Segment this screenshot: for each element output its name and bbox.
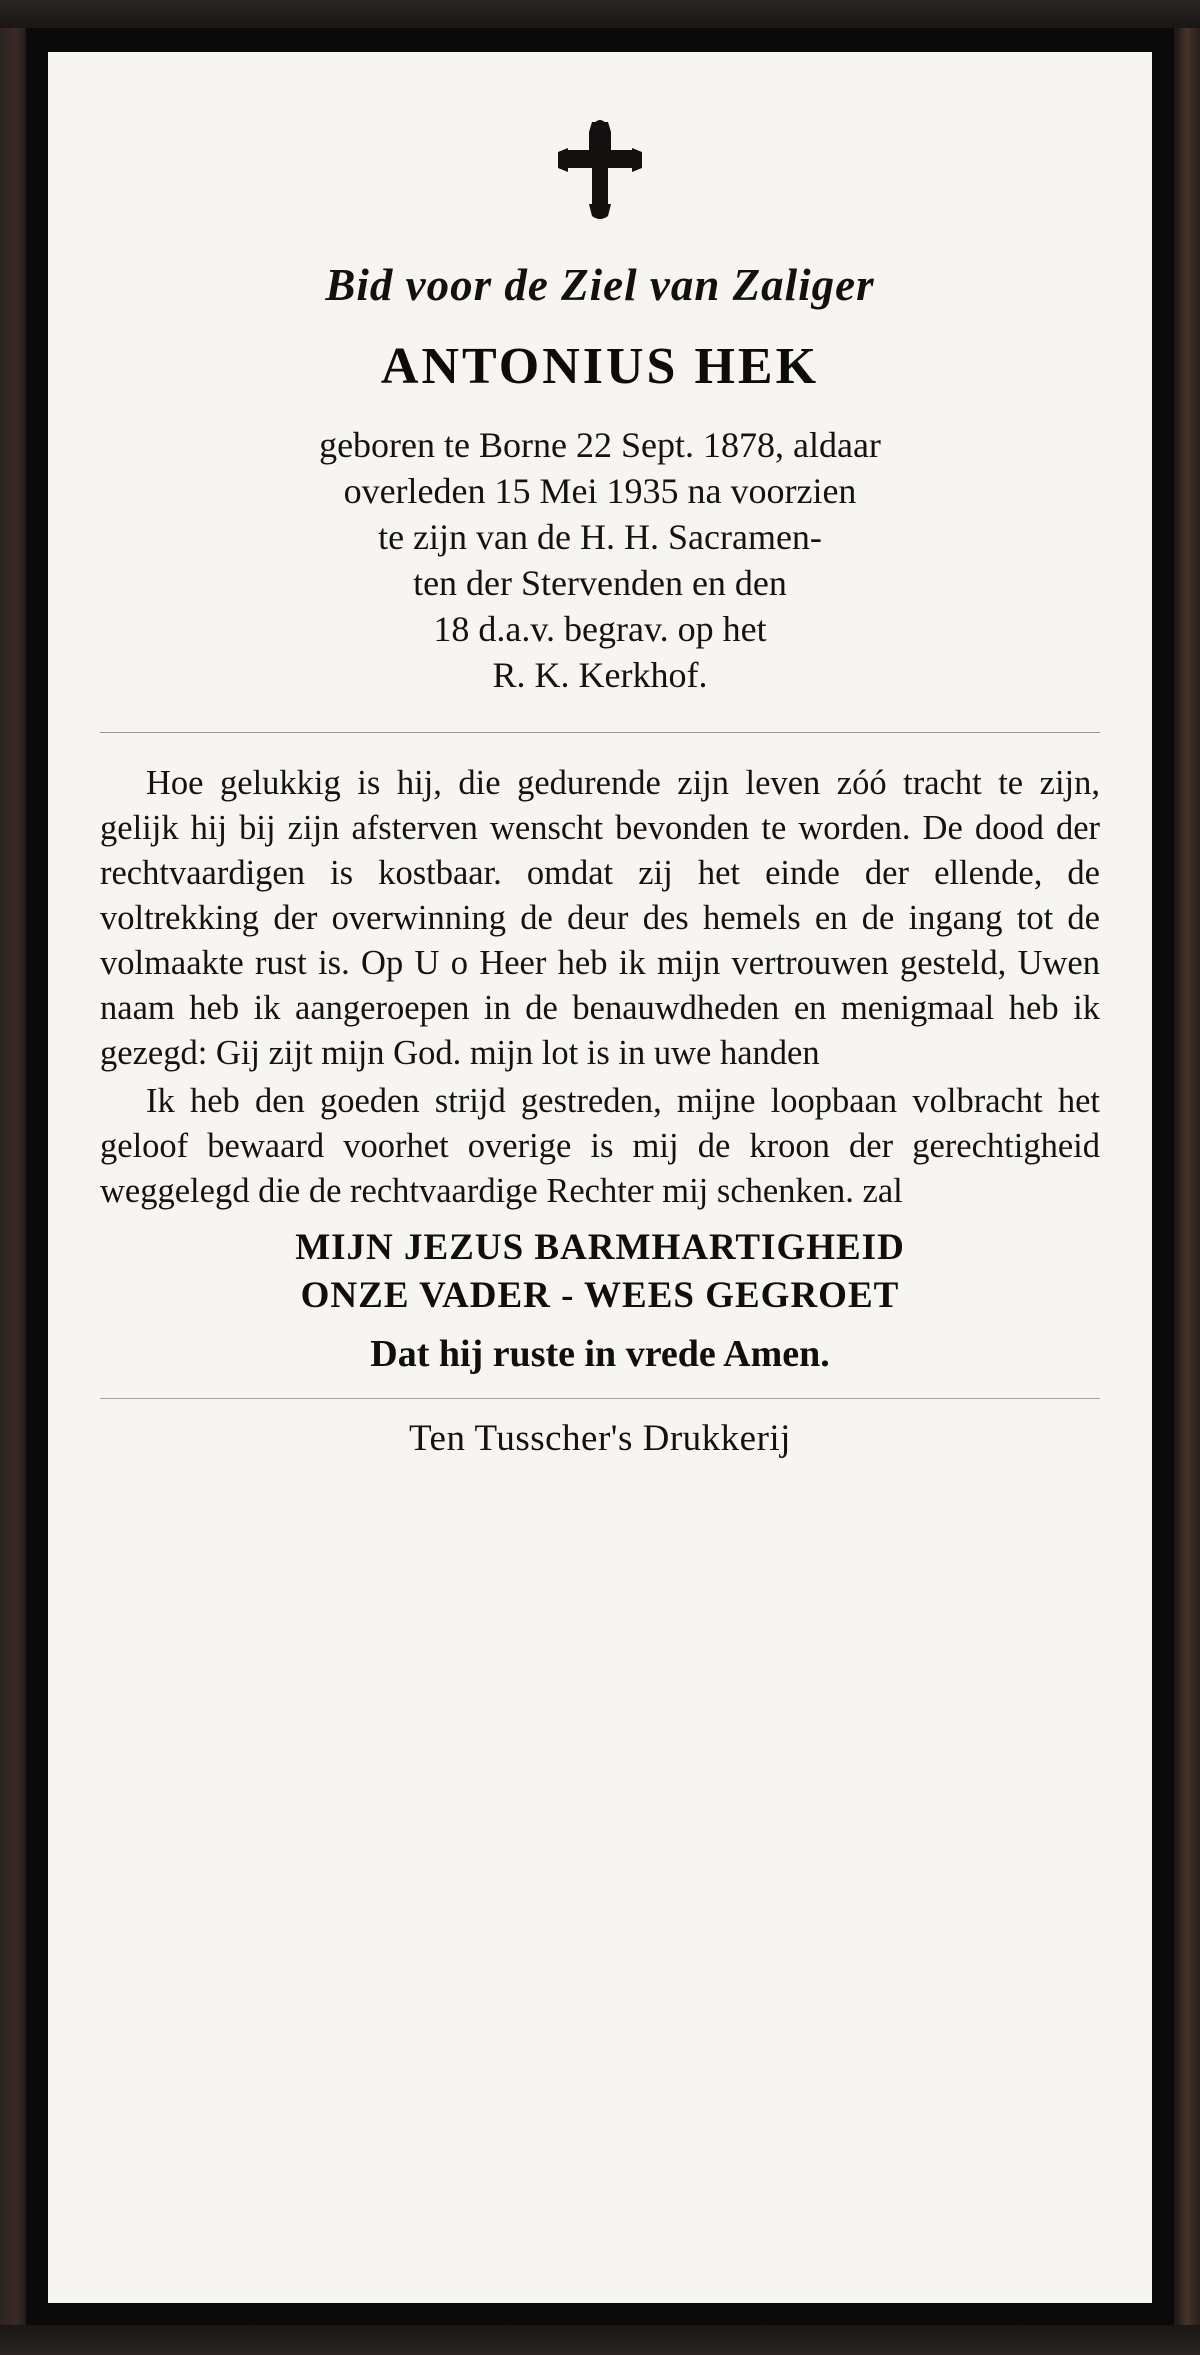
bio-line: te zijn van de H. H. Sacramen- xyxy=(378,517,822,558)
prayer-paragraph: Hoe gelukkig is hij, die gedurende zijn leven zóó tracht te zijn, gelijk hij bij zijn afsterven wenscht bevonden te worden. De dood der rechtvaardigen is kostbaar. omdat zij het einde der ellende, de voltrekking der overwinning de deur des hemels en de ingang tot de volmaakte rust is. Op U o Heer heb ik mijn vertrouwen gesteld, Uwen naam heb ik aangeroepen in de benauwdheden en menigmaal heb ik gezegd: Gij zijt mijn God. mijn lot is in uwe handen xyxy=(100,764,1100,1072)
card-edge-right xyxy=(1176,0,1200,2355)
cross-container xyxy=(100,120,1100,233)
divider-top xyxy=(100,732,1100,733)
card-edge-top xyxy=(0,0,1200,28)
card-heading: Bid voor de Ziel van Zaliger xyxy=(325,260,875,310)
divider-bottom xyxy=(100,1398,1100,1399)
prayer-paragraph: Ik heb den goeden strijd gestreden, mijne loopbaan volbracht het geloof bewaard voorhet overige is mij de kroon der gerechtigheid weggelegd die de rechtvaardige Rechter mij schenken. zal xyxy=(100,1082,1100,1211)
bio-line: geboren te Borne 22 Sept. 1878, aldaar xyxy=(319,425,881,465)
closing-blessing: Dat hij ruste in vrede Amen. xyxy=(370,1333,830,1376)
card-edge-left xyxy=(0,0,26,2355)
invocation-line: ONZE VADER - WEES GEGROET xyxy=(300,1275,900,1316)
bio-line: overleden 15 Mei 1935 na voorzien xyxy=(343,471,857,512)
latin-cross-icon xyxy=(554,120,646,228)
deceased-name: ANTONIUS HEK xyxy=(380,338,820,395)
prayer-text xyxy=(100,761,1100,1213)
invocation-line: MIJN JEZUS BARMHARTIGHEID xyxy=(295,1226,905,1268)
card-edge-bottom xyxy=(0,2325,1200,2355)
invocation-block xyxy=(100,1224,1100,1320)
bio-line: 18 d.a.v. begrav. op het xyxy=(433,609,767,650)
card-paper xyxy=(48,52,1152,2303)
bio-line: ten der Stervenden en den xyxy=(413,563,787,604)
card-inner-border xyxy=(26,28,1174,2325)
bio-line: R. K. Kerkhof. xyxy=(492,655,708,696)
biography-block xyxy=(100,422,1100,698)
printer-credit: Ten Tusscher's Drukkerij xyxy=(409,1418,791,1460)
